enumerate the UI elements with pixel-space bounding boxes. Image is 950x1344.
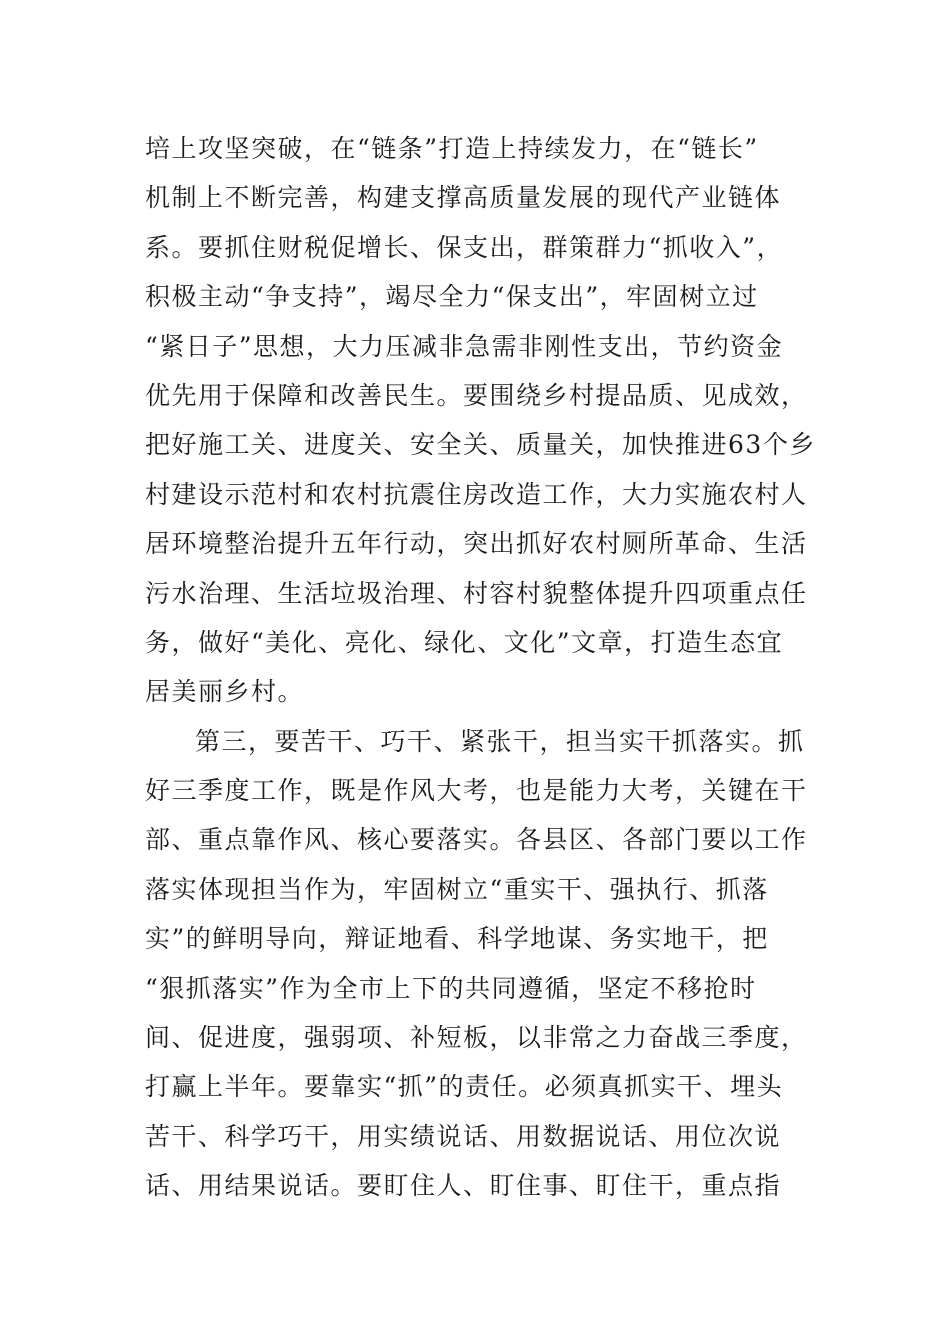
text-line: 实”的鲜明导向，辩证地看、科学地谋、务实地干，把 [145,924,769,954]
text-line: 优先用于保障和改善民生。要围绕乡村提品质、见成效， [145,380,808,410]
paragraph-start-line: 第三，要苦干、巧干、紧张干，担当实干抓落实。抓 [195,726,805,756]
text-line: 污水治理、生活垃圾治理、村容村貌整体提升四项重点任 [145,578,808,608]
text-line: 培上攻坚突破，在“链条”打造上持续发力，在“链长” [145,134,759,163]
text-line: 打赢上半年。要靠实“抓”的责任。必须真抓实干、埋头 [145,1072,784,1102]
body-text [145,124,816,1211]
text-line: 苦干、科学巧干，用实绩说话、用数据说话、用位次说 [145,1121,782,1151]
text-line: 把好施工关、进度关、安全关、质量关，加快推进63个乡 [145,430,816,460]
text-line: 务，做好“美化、亮化、绿化、文化”文章，打造生态宜 [145,627,784,657]
text-line: 话、用结果说话。要盯住人、盯住事、盯住干，重点指 [145,1171,782,1201]
text-line: 落实体现担当作为，牢固树立“重实干、强执行、抓落 [145,874,769,904]
text-line: “紧日子”思想，大力压减非急需非刚性支出，节约资金 [145,331,784,361]
text-line: 间、促进度，强弱项、补短板，以非常之力奋战三季度， [145,1023,808,1053]
text-line: 部、重点靠作风、核心要落实。各县区、各部门要以工作 [145,825,808,855]
text-line: 机制上不断完善，构建支撑高质量发展的现代产业链体 [145,183,782,213]
text-line: 系。要抓住财税促增长、保支出，群策群力“抓收入”， [145,232,784,262]
text-line: 居美丽乡村。 [145,677,305,707]
text-line: 积极主动“争支持”，竭尽全力“保支出”，牢固树立过 [145,282,759,312]
text-line: 村建设示范村和农村抗震住房改造工作，大力实施农村人 [145,479,808,509]
text-line: 好三季度工作，既是作风大考，也是能力大考，关键在干 [145,776,808,806]
text-line: 居环境整治提升五年行动，突出抓好农村厕所革命、生活 [145,529,808,559]
text-line: “狠抓落实”作为全市上下的共同遵循，坚定不移抢时 [145,973,757,1003]
